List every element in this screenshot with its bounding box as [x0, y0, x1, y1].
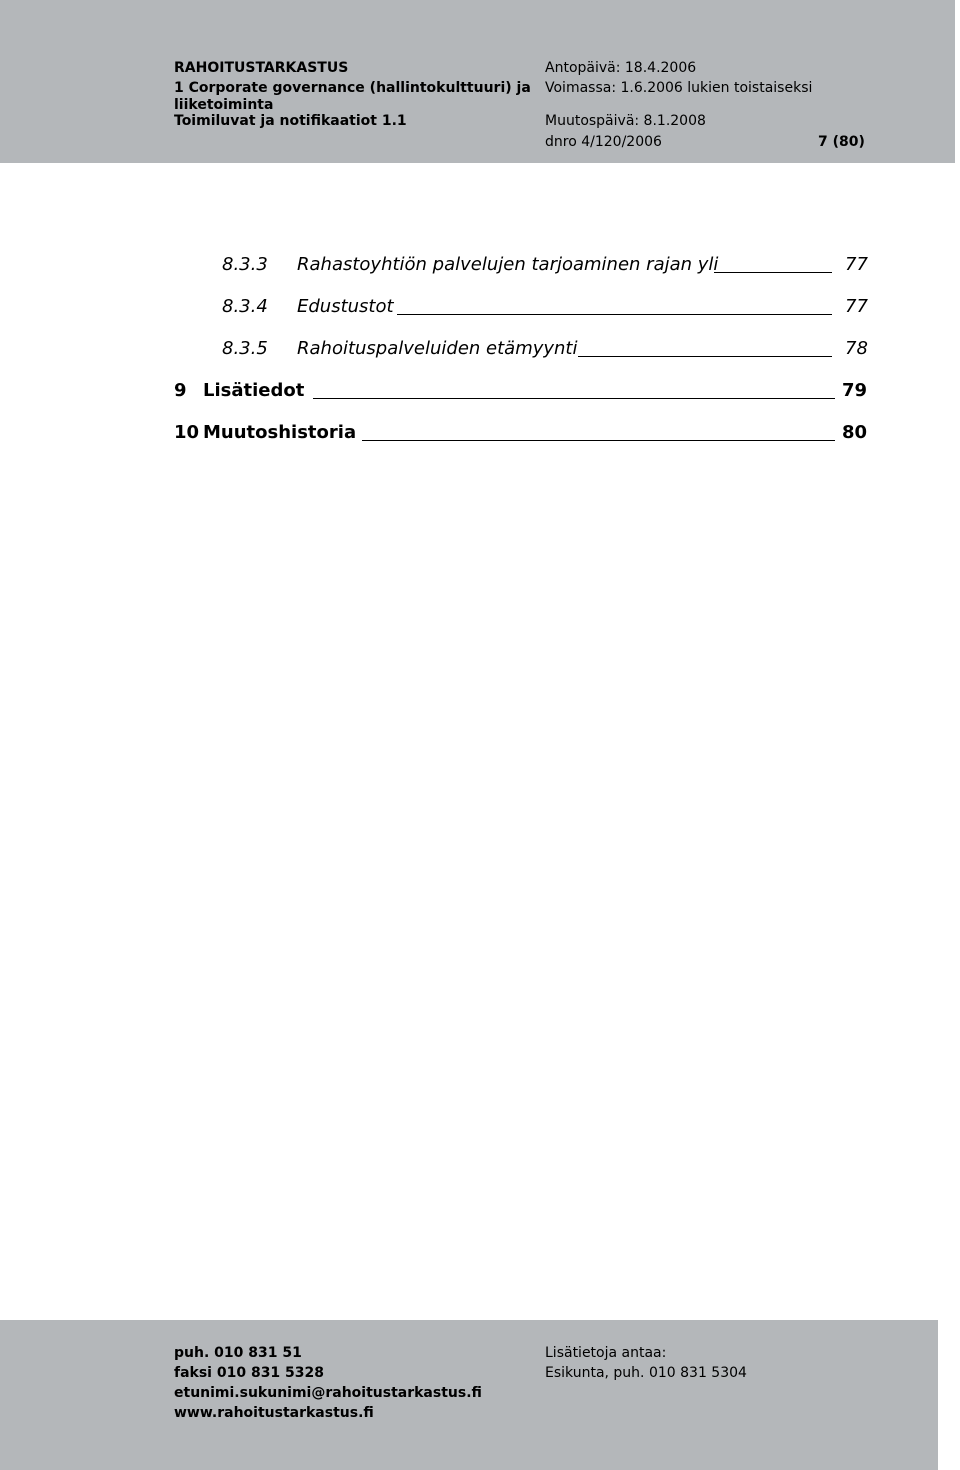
toc-entry[interactable]	[0, 337, 960, 367]
toc-entry[interactable]	[0, 295, 960, 325]
page-number: 7 (80)	[818, 134, 865, 150]
footer-phone: puh. 010 831 51	[174, 1345, 302, 1361]
toc-entry[interactable]	[0, 253, 960, 283]
toc-entry-title: Lisätiedot	[203, 380, 305, 401]
section-title-line2: liiketoiminta	[174, 97, 274, 113]
toc-entry-page: 80	[842, 422, 868, 443]
toc-entry-title: Muutoshistoria	[203, 422, 357, 443]
toc-entry-page: 78	[845, 338, 868, 359]
dnro: dnro 4/120/2006	[545, 134, 662, 150]
toc-entry-page: 77	[845, 254, 868, 275]
toc-entry-number: 8.3.5	[222, 338, 268, 359]
toc-entry-number: 9	[174, 380, 187, 401]
toc-leader	[362, 440, 835, 441]
valid-from: Voimassa: 1.6.2006 lukien toistaiseksi	[545, 80, 813, 96]
toc-leader	[578, 356, 832, 357]
footer-fax: faksi 010 831 5328	[174, 1365, 325, 1381]
org-name: RAHOITUSTARKASTUS	[174, 60, 349, 76]
toc-entry-title: Rahoituspalveluiden etämyynti	[297, 338, 578, 359]
toc-entry-number: 8.3.4	[222, 296, 268, 317]
toc-entry-title: Rahastoyhtiön palvelujen tarjoaminen rajan yli	[297, 254, 719, 275]
modified-date: Muutospäivä: 8.1.2008	[545, 113, 706, 129]
toc-leader	[714, 272, 832, 273]
issue-date: Antopäivä: 18.4.2006	[545, 60, 697, 76]
section-title-line1: 1 Corporate governance (hallintokulttuuri) ja	[174, 80, 531, 96]
toc-entry-number: 10	[174, 422, 200, 443]
toc-entry-page: 77	[845, 296, 868, 317]
footer-website[interactable]: www.rahoitustarkastus.fi	[174, 1405, 374, 1421]
toc-entry[interactable]	[0, 421, 960, 451]
subsection-title: Toimiluvat ja notifikaatiot 1.1	[174, 113, 407, 129]
toc-leader	[397, 314, 832, 315]
toc-entry[interactable]	[0, 379, 960, 409]
footer-info-label: Lisätietoja antaa:	[545, 1345, 667, 1361]
toc-entry-title: Edustustot	[297, 296, 394, 317]
page-footer	[0, 1320, 938, 1470]
toc-leader	[313, 398, 835, 399]
footer-info-contact: Esikunta, puh. 010 831 5304	[545, 1365, 747, 1381]
footer-email[interactable]: etunimi.sukunimi@rahoitustarkastus.fi	[174, 1385, 482, 1401]
toc-entry-number: 8.3.3	[222, 254, 268, 275]
page-header	[0, 0, 955, 163]
toc-entry-page: 79	[842, 380, 868, 401]
